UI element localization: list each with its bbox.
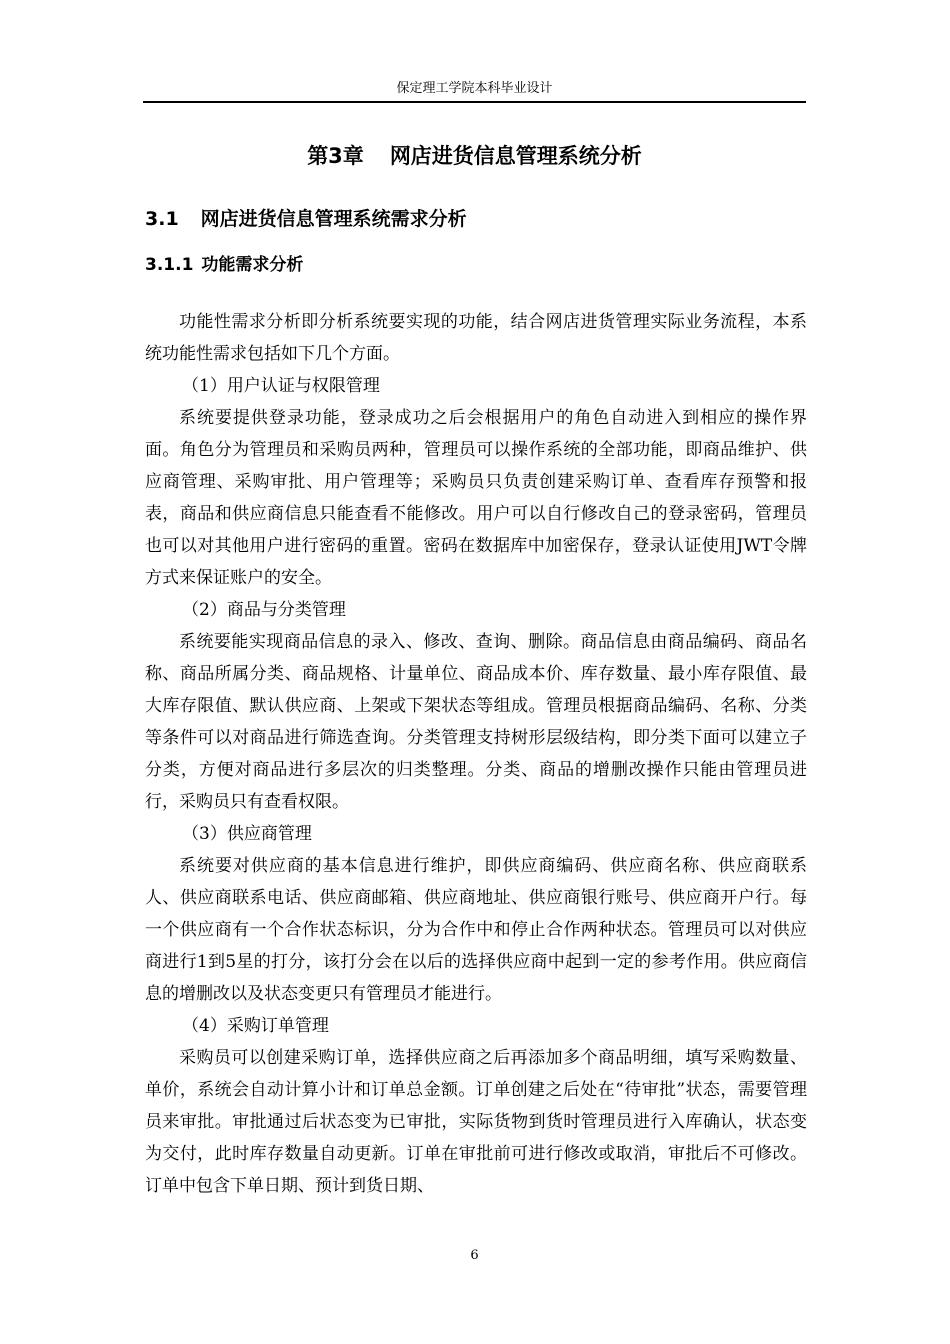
chapter-title <box>143 141 806 171</box>
body-text <box>145 306 807 1202</box>
header-rule <box>143 101 806 103</box>
item-heading-user-auth: （1）用户认证与权限管理 <box>182 376 380 396</box>
section-title <box>145 205 467 233</box>
paragraph-user-auth: 系统要提供登录功能，登录成功之后会根据用户的角色自动进入到相应的操作界面。角色分为管理员和采购员两种，管理员可以操作系统的全部功能，即商品维护、供应商管理、采购审批、用户管理等；采购员只负责创建采购订单、查看库存预警和报表，商品和供应商信息只能查看不能修改。用户可以自行修改自己的登录密码，管理员也可以对其他用户进行密码的重置。密码在数据库中加密保存，登录认证使用JWT令牌方式来保证账户的安全。 <box>145 408 807 588</box>
page-number: 6 <box>470 1248 479 1263</box>
item-heading-purchase-order: （4）采购订单管理 <box>182 1016 329 1036</box>
item-heading-supplier: （3）供应商管理 <box>182 824 312 844</box>
paragraph-product: 系统要能实现商品信息的录入、修改、查询、删除。商品信息由商品编码、商品名称、商品所属分类、商品规格、计量单位、商品成本价、库存数量、最小库存限值、最大库存限值、默认供应商、上架或下架状态等组成。管理员根据商品编码、名称、分类等条件可以对商品进行筛选查询。分类管理支持树形层级结构，即分类下面可以建立子分类，方便对商品进行多层次的归类整理。分类、商品的增删改操作只能由管理员进行，采购员只有查看权限。 <box>145 632 807 812</box>
subsection-title <box>145 252 303 278</box>
section-title-text: 网店进货信息管理系统需求分析 <box>200 208 467 230</box>
paragraph-intro: 功能性需求分析即分析系统要实现的功能，结合网店进货管理实际业务流程，本系统功能性需求包括如下几个方面。 <box>145 312 807 364</box>
section-number: 3.1 <box>145 208 179 230</box>
subsection-title-text: 功能需求分析 <box>201 255 304 275</box>
chapter-title-text: 网店进货信息管理系统分析 <box>389 144 642 168</box>
chapter-number: 第3章 <box>307 144 364 168</box>
item-heading-product: （2）商品与分类管理 <box>182 600 346 620</box>
subsection-number: 3.1.1 <box>145 255 194 275</box>
running-header: 保定理工学院本科毕业设计 <box>396 81 553 96</box>
paragraph-purchase-order: 采购员可以创建采购订单，选择供应商之后再添加多个商品明细，填写采购数量、单价，系统会自动计算小计和订单总金额。订单创建之后处在“待审批”状态，需要管理员来审批。审批通过后状态变为已审批，实际货物到货时管理员进行入库确认，状态变为交付，此时库存数量自动更新。订单在审批前可进行修改或取消，审批后不可修改。订单中包含下单日期、预计到货日期、 <box>145 1048 807 1196</box>
paragraph-supplier: 系统要对供应商的基本信息进行维护，即供应商编码、供应商名称、供应商联系人、供应商联系电话、供应商邮箱、供应商地址、供应商银行账号、供应商开户行。每一个供应商有一个合作状态标识，分为合作中和停止合作两种状态。管理员可以对供应商进行1到5星的打分，该打分会在以后的选择供应商中起到一定的参考作用。供应商信息的增删改以及状态变更只有管理员才能进行。 <box>145 856 807 1004</box>
